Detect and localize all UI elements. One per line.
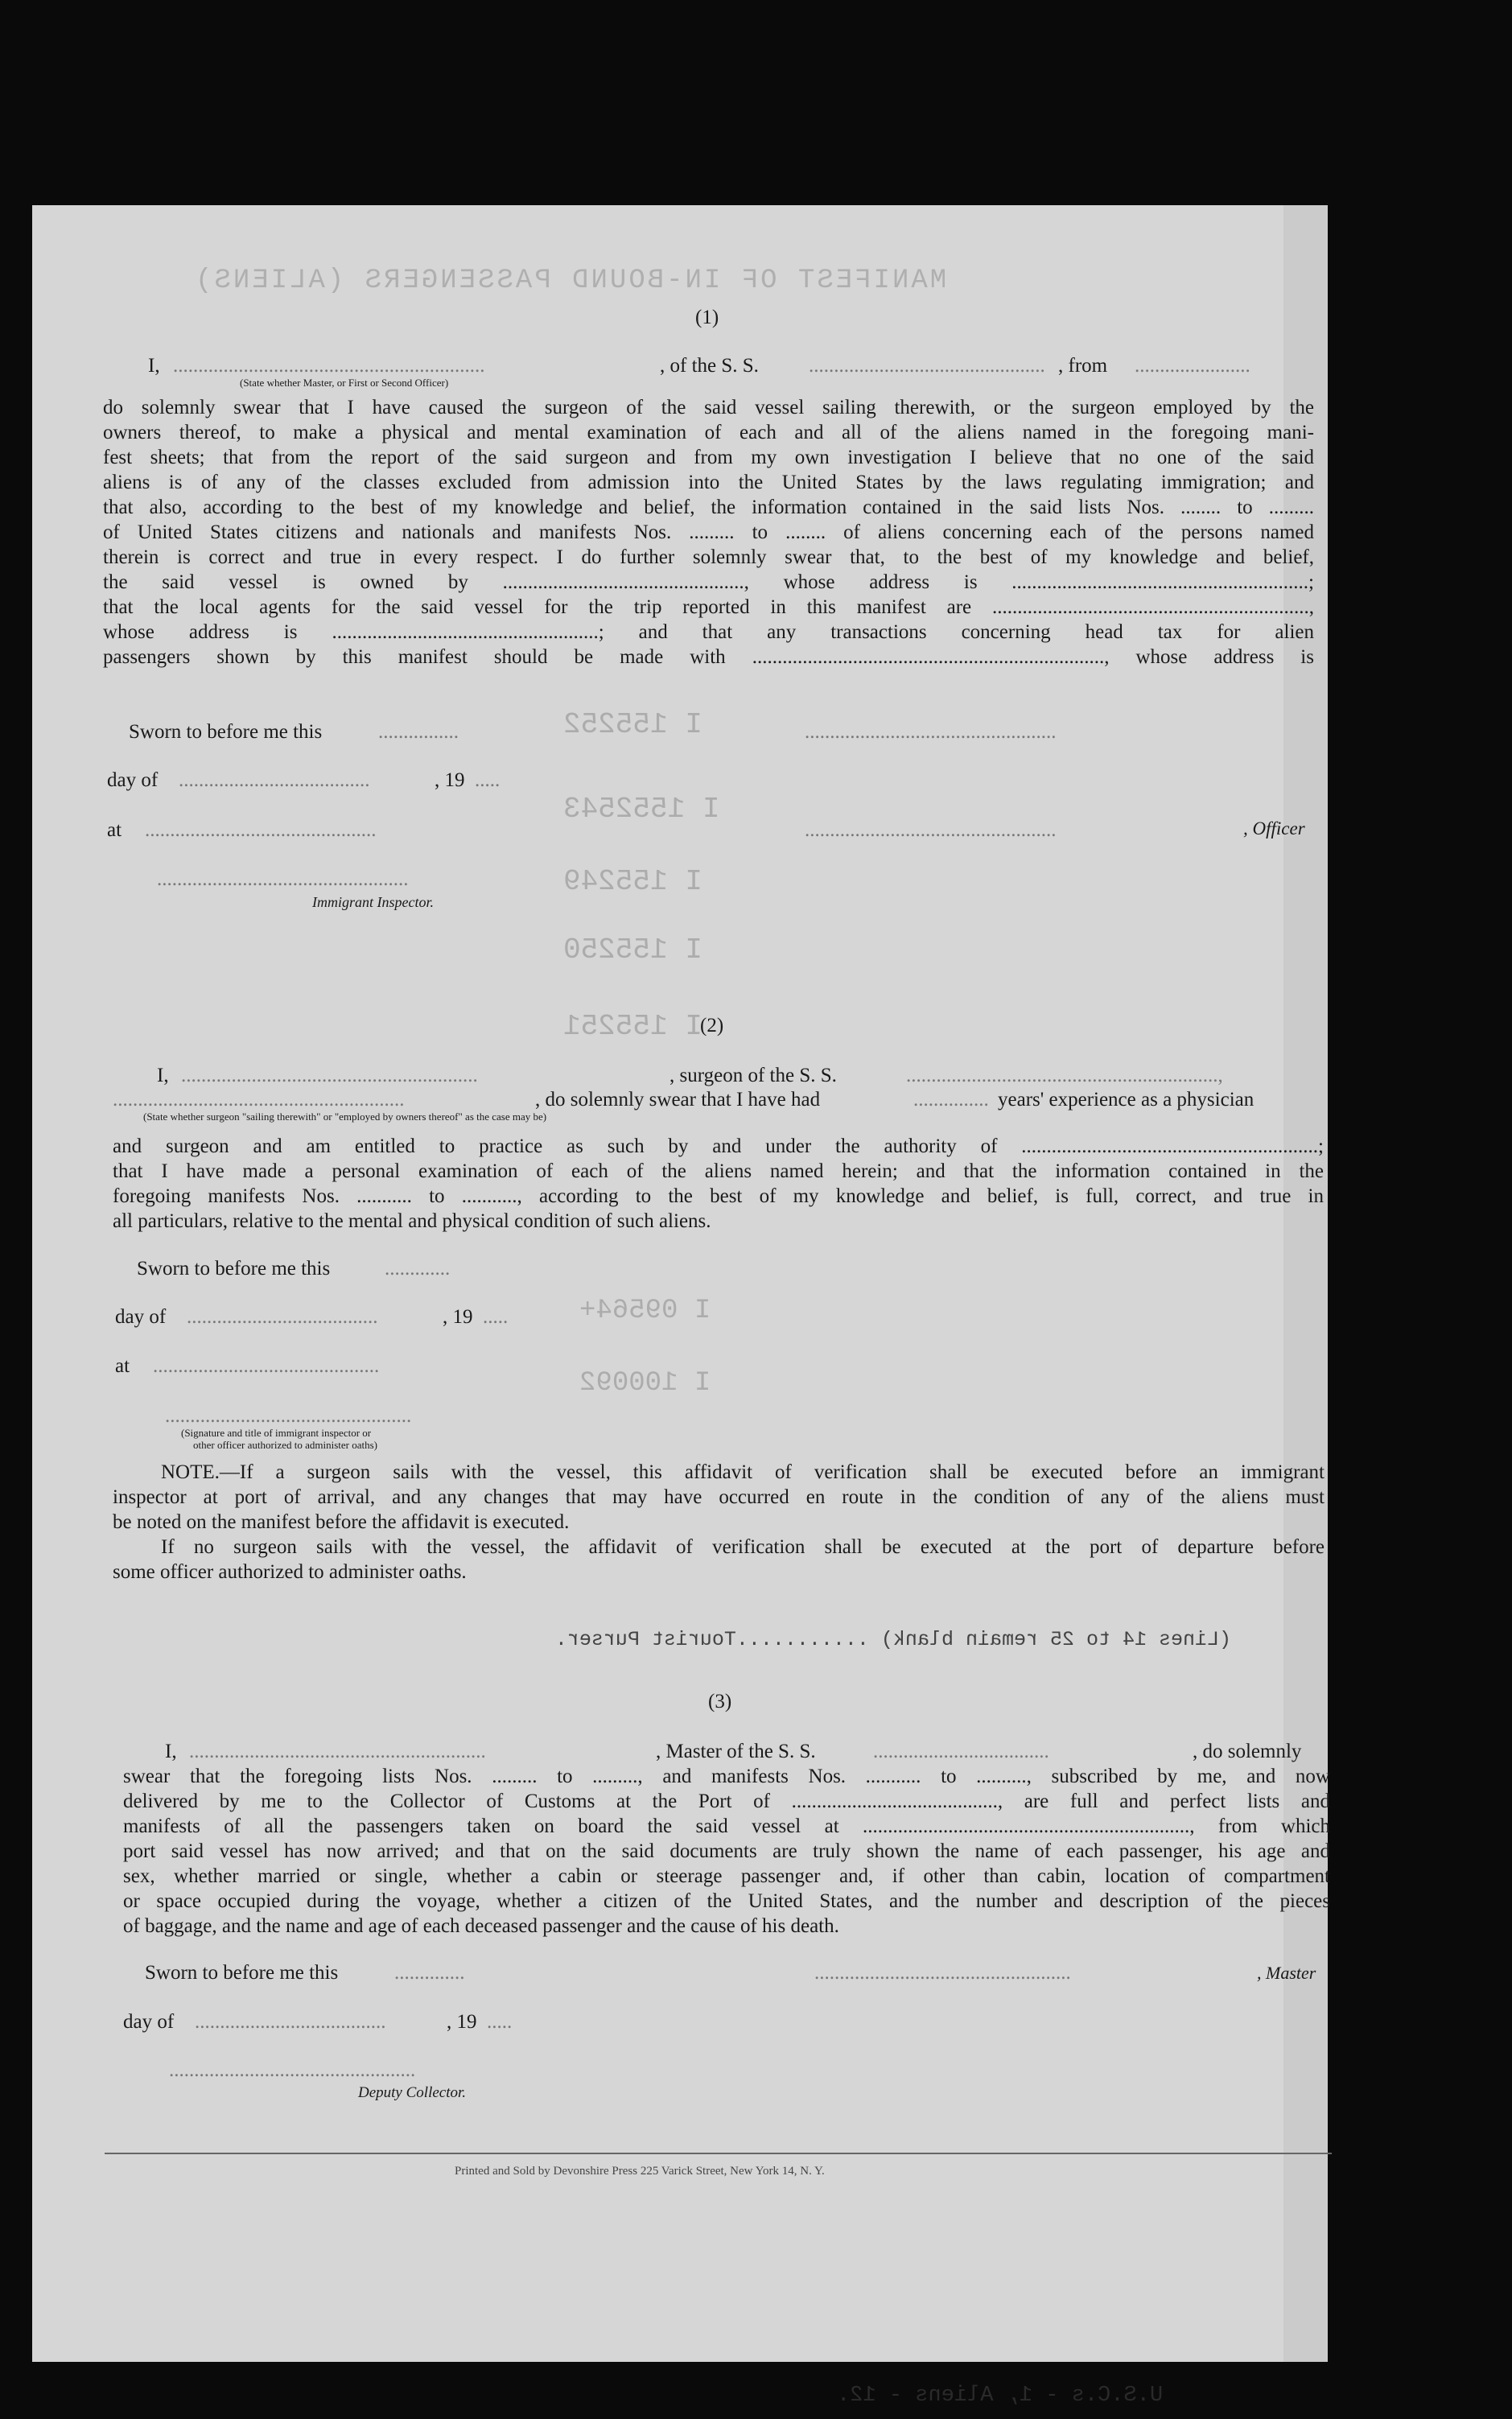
section-2-day-blank: ...................................... xyxy=(187,1306,378,1328)
section-1-inspector-label: Immigrant Inspector. xyxy=(312,894,434,910)
typed-purser-line: (Lines 14 to 25 remain blank) ...........Tourist Purser. xyxy=(554,1628,1231,1651)
section-3-line: delivered by me to the Collector of Customs at the Port of ........................................., are full and perfect lists and xyxy=(123,1791,1330,1812)
section-3-sworn-label: Sworn to before me this xyxy=(145,1962,339,1984)
section-2-at-blank: ............................................. xyxy=(153,1355,380,1377)
section-1-line: owners thereof, to make a physical and mental examination of each and all of the aliens named in the foregoing mani- xyxy=(103,422,1314,443)
section-1-officer-label: , Officer xyxy=(1243,818,1305,839)
section-1-line: aliens is of any of the classes excluded from admission into the United States by the laws regulating immigration; and xyxy=(103,472,1314,493)
punch-hole xyxy=(1382,917,1428,962)
sworn-blank: ................ xyxy=(378,721,459,743)
punch-hole xyxy=(1382,1271,1428,1317)
section-2-sig-note-2: other officer authorized to administer oaths) xyxy=(193,1439,377,1451)
bleed-through-number: I 09564+ xyxy=(579,1296,711,1326)
section-3-master-blank: ........................................................... xyxy=(189,1741,486,1762)
punch-hole xyxy=(1382,1774,1428,1819)
section-3-i: I, xyxy=(165,1741,177,1762)
section-2-sworn-blank: ............. xyxy=(385,1258,451,1280)
section-2-line: and surgeon and am entitled to practice as such by and under the authority of ...........................................................; xyxy=(113,1135,1324,1157)
section-2-surgeon-label: , surgeon of the S. S. xyxy=(669,1065,837,1086)
note-line: NOTE.—If a surgeon sails with the vessel, this affidavit of verification shall be executed before an immigrant xyxy=(161,1461,1325,1483)
surgeon-type-blank: .......................................................... xyxy=(113,1089,405,1111)
officer-blank: .................................................. xyxy=(805,819,1057,841)
section-2-sworn-label: Sworn to before me this xyxy=(137,1258,331,1280)
surgeon-name-blank: ........................................................... xyxy=(181,1065,478,1086)
section-3-line: swear that the foregoing lists Nos. ......... to ........., and manifests Nos. ........... to .........., subscribed by me, and now xyxy=(123,1766,1330,1787)
section-2-line: foregoing manifests Nos. ........... to ..........., according to the best of my knowledge and belief, is full, correct, and true in xyxy=(113,1185,1324,1207)
section-2-heading: (2) xyxy=(700,1015,724,1036)
note-line: be noted on the manifest before the affidavit is executed. xyxy=(113,1511,570,1533)
section-3-year-blank: ..... xyxy=(487,2011,513,2033)
section-3-master-signature-blank: ................................................... xyxy=(814,1962,1071,1984)
section-3-line: port said vessel has now arrived; and that on the said documents are truly shown the name of each passenger, his age and xyxy=(123,1840,1330,1862)
punch-hole xyxy=(1382,2137,1428,2182)
bleed-through-number: I 100092 xyxy=(579,1368,711,1399)
footer-rule xyxy=(105,2153,1332,2154)
section-2-sig-note-1: (Signature and title of immigrant inspector or xyxy=(181,1427,372,1439)
bleed-through-number: I 1552543 xyxy=(563,793,720,826)
section-2-note: (State whether surgeon "sailing therewith" or "employed by owners thereof" as the case may be) xyxy=(143,1111,547,1123)
section-1-line: whose address is .....................................................; and that any transactions concerning head tax for alien xyxy=(103,621,1314,643)
section-1-line: that the local agents for the said vessel for the trip reported in this manifest are ..............................................................., xyxy=(103,596,1314,618)
ship-name-blank: ............................................... xyxy=(809,355,1045,377)
section-2-signature-blank: ................................................. xyxy=(165,1405,412,1427)
section-1-sworn-label: Sworn to before me this xyxy=(129,721,323,743)
section-1-line: therein is correct and true in every respect. I do further solemnly swear that, to the best of my knowledge and belief, xyxy=(103,546,1314,568)
section-1-line: do solemnly swear that I have caused the surgeon of the said vessel sailing therewith, or the surgeon employed by the xyxy=(103,397,1314,418)
punch-hole xyxy=(1382,2306,1428,2351)
section-3-swear-label: , do solemnly xyxy=(1193,1741,1302,1762)
bleed-through-header: MANIFEST OF IN-BOUND PASSENGERS (ALIENS) xyxy=(193,266,947,296)
day-blank: ...................................... xyxy=(179,769,370,791)
section-1-year-label: , 19 xyxy=(435,769,465,791)
section-2-years-label: years' experience as a physician xyxy=(998,1089,1255,1111)
section-1-line: that also, according to the best of my knowledge and belief, the information contained in the said lists Nos. ........ to ......... xyxy=(103,497,1314,518)
section-2-year-blank: ..... xyxy=(483,1306,509,1328)
officer-signature-blank: .................................................. xyxy=(805,721,1057,743)
deputy-signature-blank: ................................................. xyxy=(169,2059,416,2081)
section-2-i: I, xyxy=(157,1065,169,1086)
section-3-deputy-label: Deputy Collector. xyxy=(358,2084,467,2101)
section-1-day-label: day of xyxy=(107,769,159,791)
section-1-i: I, xyxy=(148,355,160,377)
bleed-through-number: I 155251 xyxy=(563,1010,702,1043)
section-1-line: fest sheets; that from the report of the said surgeon and from my own investigation I believe that no one of the said xyxy=(103,447,1314,468)
section-1-ss-label: , of the S. S. xyxy=(660,355,759,377)
section-3-master-sig-label: , Master xyxy=(1257,1963,1316,1983)
bleed-through-number: I 155252 xyxy=(563,708,702,741)
section-1-line: of United States citizens and nationals and manifests Nos. ......... to ........ of aliens concerning each of the persons named xyxy=(103,521,1314,543)
punch-hole xyxy=(1382,790,1428,835)
section-2-year-label: , 19 xyxy=(443,1306,473,1328)
section-2-line: all particulars, relative to the mental and physical condition of such aliens. xyxy=(113,1210,711,1232)
port-from-blank: ....................... xyxy=(1135,355,1250,377)
section-2-at-label: at xyxy=(115,1355,130,1377)
form-number: U.S.C.s - 1, Aliens - 12. xyxy=(837,2384,1164,2408)
section-3-master-label: , Master of the S. S. xyxy=(656,1741,816,1762)
section-3-line: or space occupied during the voyage, whether a citizen of the United States, and the number and description of the pieces xyxy=(123,1890,1330,1912)
section-1-line: the said vessel is owned by ................................................, whose address is ...........................................................; xyxy=(103,571,1314,593)
section-3-line: manifests of all the passengers taken on board the said vessel at ................................................................., from which xyxy=(123,1815,1330,1837)
bleed-through-number: I 155249 xyxy=(563,865,702,898)
section-1-note: (State whether Master, or First or Second Officer) xyxy=(240,377,449,389)
year-blank: ..... xyxy=(475,769,501,791)
section-1-at-label: at xyxy=(107,819,122,841)
section-3-sworn-blank: .............. xyxy=(394,1962,465,1984)
punch-hole xyxy=(1382,259,1428,304)
section-3-day-label: day of xyxy=(123,2011,175,2033)
section-3-heading: (3) xyxy=(708,1691,732,1712)
bleed-through-number: I 155250 xyxy=(563,933,702,966)
section-1-line: passengers shown by this manifest should be made with ......................................................................, whose address is xyxy=(103,646,1314,668)
at-blank: .............................................. xyxy=(145,819,377,841)
section-3-line: of baggage, and the name and age of each deceased passenger and the cause of his death. xyxy=(123,1915,839,1937)
years-blank: ............... xyxy=(913,1089,989,1111)
printer-imprint: Printed and Sold by Devonshire Press 225 Varick Street, New York 14, N. Y. xyxy=(455,2165,825,2178)
no-surgeon-line: If no surgeon sails with the vessel, the affidavit of verification shall be executed at the port of departure before xyxy=(161,1536,1325,1558)
section-1-from-label: , from xyxy=(1058,355,1108,377)
section-2-ship-blank: .............................................................., xyxy=(906,1065,1223,1086)
section-3-day-blank: ...................................... xyxy=(195,2011,386,2033)
master-name-blank: .............................................................. xyxy=(173,355,485,377)
section-1-heading: (1) xyxy=(695,307,719,328)
punch-hole xyxy=(1382,390,1428,455)
section-3-line: sex, whether married or single, whether a cabin or steerage passenger and, if other than cabin, location of compartment xyxy=(123,1865,1330,1887)
inspector-signature-blank: .................................................. xyxy=(157,868,409,890)
section-3-ship-blank: ................................... xyxy=(873,1741,1049,1762)
no-surgeon-line: some officer authorized to administer oaths. xyxy=(113,1561,467,1583)
section-2-swear-label: , do solemnly swear that I have had xyxy=(535,1089,821,1111)
punch-hole xyxy=(1382,1650,1428,1695)
section-2-line: that I have made a personal examination of each of the aliens named herein; and that the information contained in the xyxy=(113,1160,1324,1182)
note-line: inspector at port of arrival, and any changes that may have occurred en route in the condition of any of the aliens must xyxy=(113,1486,1325,1508)
section-2-day-label: day of xyxy=(115,1306,167,1328)
section-3-year-label: , 19 xyxy=(447,2011,477,2033)
